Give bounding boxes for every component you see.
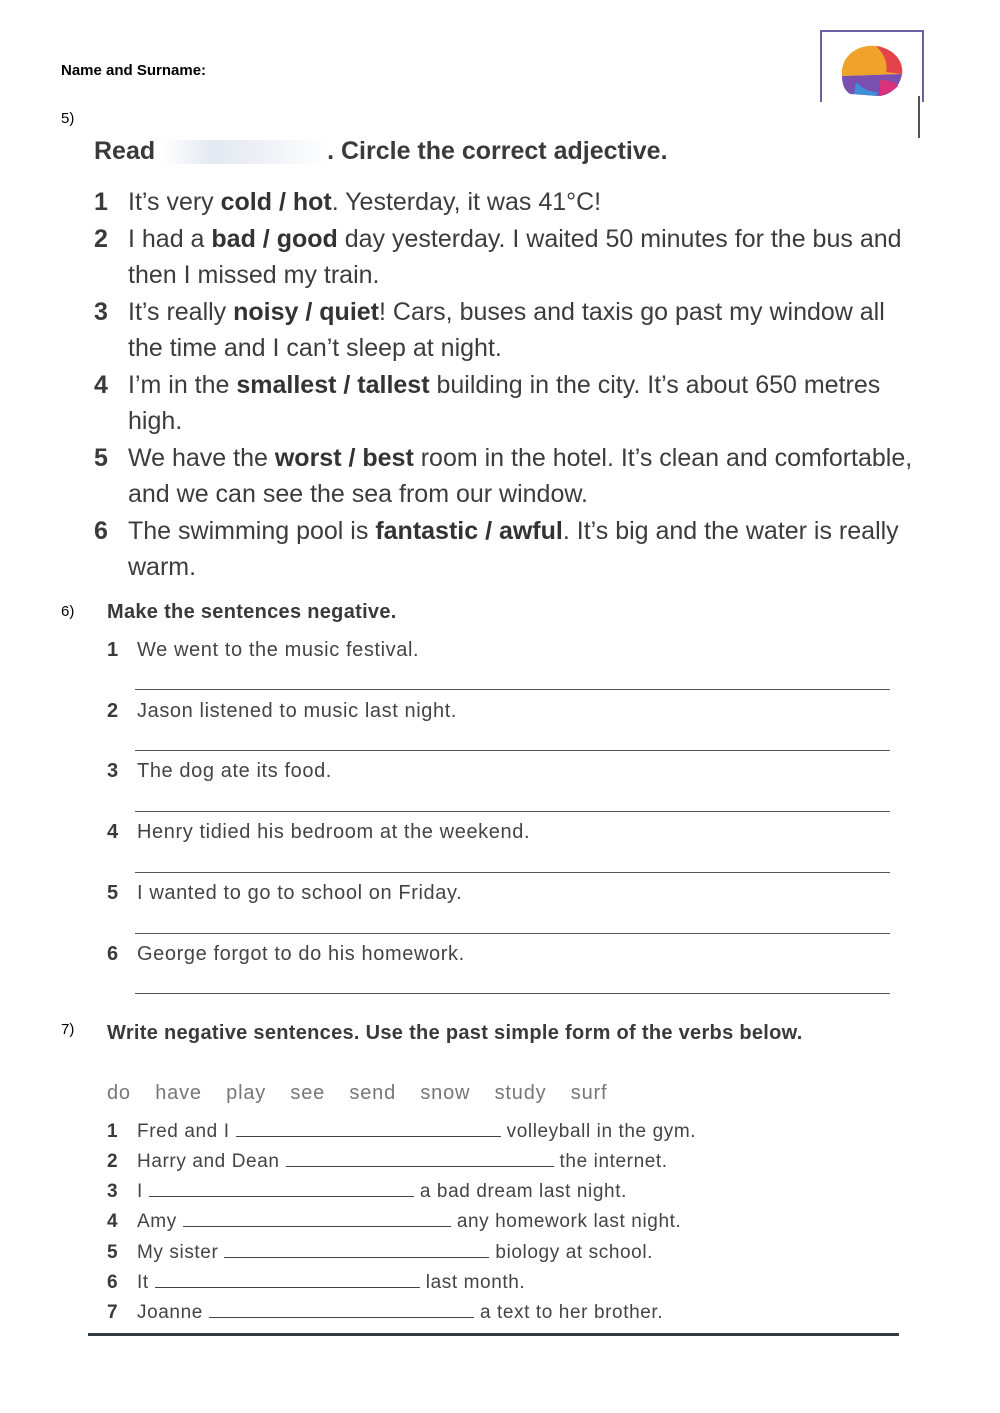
word-bank-item: send — [349, 1082, 396, 1104]
section5-title — [94, 137, 668, 166]
list-item — [107, 760, 897, 783]
sentence-text: We have the — [128, 443, 275, 472]
sentence-text: Henry tidied his bedroom at the weekend. — [137, 821, 531, 843]
bottom-divider — [88, 1333, 899, 1336]
play-logo-icon — [836, 42, 906, 98]
list-item — [94, 294, 914, 367]
list-item — [107, 700, 897, 723]
sentence-end: the internet. — [559, 1151, 668, 1172]
list-item — [94, 221, 914, 294]
item-number: 5 — [107, 1242, 118, 1263]
sentence-text: day yesterday. I waited 50 minutes for the bus and then I missed my train. — [128, 224, 902, 289]
logo-divider — [918, 96, 920, 138]
list-item — [107, 1211, 907, 1233]
adjective-choice[interactable]: worst / best — [274, 443, 414, 472]
word-bank-item: do — [107, 1082, 131, 1104]
list-item — [107, 1272, 907, 1294]
list-item — [94, 184, 914, 221]
sentence-text: . It’s big and the water is really warm. — [128, 516, 899, 581]
word-bank-item: surf — [570, 1082, 608, 1104]
sentence-end: any homework last night. — [456, 1211, 682, 1232]
answer-blank[interactable] — [224, 1243, 489, 1258]
sentence-text: George forgot to do his homework. — [137, 943, 465, 965]
answer-blank[interactable] — [183, 1212, 451, 1227]
sentence-start: Fred and I — [137, 1121, 230, 1142]
list-item — [107, 1121, 907, 1143]
sentence-start: It — [137, 1272, 149, 1293]
list-item — [94, 513, 914, 586]
item-number: 5 — [107, 882, 119, 904]
scan-smudge — [162, 140, 327, 164]
list-item — [107, 1242, 907, 1264]
item-number: 1 — [94, 188, 108, 216]
item-number: 4 — [94, 370, 108, 399]
sentence-end: a bad dream last night. — [419, 1181, 627, 1202]
answer-line[interactable] — [135, 750, 890, 751]
sentence-start: Harry and Dean — [137, 1151, 280, 1172]
question-number-6: 6) — [61, 603, 75, 620]
answer-blank[interactable] — [209, 1303, 474, 1318]
sentence-start: I — [137, 1181, 143, 1202]
question-number-7: 7) — [61, 1021, 75, 1038]
sentence-end: a text to her brother. — [479, 1302, 664, 1323]
word-bank-item: snow — [420, 1082, 471, 1104]
answer-blank[interactable] — [236, 1122, 501, 1137]
answer-line[interactable] — [135, 811, 890, 812]
sentence-text: building in the city. It’s about 650 metres high. — [128, 370, 881, 435]
item-number: 2 — [94, 224, 108, 253]
item-number: 7 — [107, 1302, 118, 1323]
sentence-text: We went to the music festival. — [137, 639, 420, 661]
sentence-text: The swimming pool is — [128, 516, 376, 545]
section6-title: Make the sentences negative. — [107, 601, 397, 623]
adjective-choice[interactable]: smallest / tallest — [236, 370, 430, 399]
item-number: 3 — [94, 297, 108, 326]
list-item — [107, 1302, 907, 1324]
list-item — [107, 1181, 907, 1203]
answer-line[interactable] — [135, 872, 890, 873]
list-item — [107, 821, 897, 844]
question-number-5: 5) — [61, 110, 75, 127]
sentence-text: I’m in the — [128, 370, 237, 399]
answer-blank[interactable] — [286, 1152, 554, 1167]
sentence-start: Joanne — [137, 1302, 203, 1323]
sentence-text: . Yesterday, it was 41°C! — [331, 188, 602, 216]
answer-line[interactable] — [135, 933, 890, 934]
name-surname-label: Name and Surname: — [61, 62, 207, 79]
adjective-choice[interactable]: noisy / quiet — [233, 297, 379, 326]
sentence-end: biology at school. — [495, 1242, 654, 1263]
adjective-choice[interactable]: fantastic / awful — [375, 516, 563, 545]
section5-title-instruction: . Circle the correct adjective. — [327, 137, 668, 165]
item-number: 4 — [107, 1211, 118, 1232]
list-item — [107, 1151, 907, 1173]
sentence-start: Amy — [137, 1211, 177, 1232]
list-item — [107, 943, 897, 966]
sentence-end: last month. — [425, 1272, 526, 1293]
answer-blank[interactable] — [149, 1182, 414, 1197]
adjective-choice[interactable]: bad / good — [211, 224, 338, 253]
adjective-choice[interactable]: cold / hot — [220, 188, 332, 216]
sentence-text: It’s very — [128, 188, 221, 216]
list-item — [94, 367, 914, 440]
sentence-start: My sister — [137, 1242, 219, 1263]
answer-blank[interactable] — [155, 1273, 420, 1288]
item-number: 4 — [107, 821, 119, 843]
item-number: 6 — [107, 1272, 118, 1293]
item-number: 1 — [107, 639, 119, 661]
sentence-text: Jason listened to music last night. — [137, 700, 458, 722]
word-bank-item: see — [290, 1082, 326, 1104]
item-number: 2 — [107, 1151, 118, 1172]
word-bank-item: study — [494, 1082, 547, 1104]
list-item — [94, 440, 914, 513]
section5-title-read: Read — [94, 137, 156, 165]
item-number: 3 — [107, 1181, 118, 1202]
answer-line[interactable] — [135, 993, 890, 994]
item-number: 6 — [107, 943, 119, 965]
list-item — [107, 639, 897, 662]
list-item — [107, 882, 897, 905]
sentence-text: I wanted to go to school on Friday. — [137, 882, 463, 904]
sentence-text: I had a — [128, 224, 212, 253]
item-number: 1 — [107, 1121, 118, 1142]
answer-line[interactable] — [135, 689, 890, 690]
item-number: 5 — [94, 443, 108, 472]
sentence-text: room in the hotel. It’s clean and comfortable, and we can see the sea from our window. — [128, 443, 913, 508]
section7-title: Write negative sentences. Use the past simple form of the verbs below. — [107, 1022, 803, 1044]
word-bank — [107, 1082, 625, 1105]
item-number: 6 — [94, 516, 108, 545]
sentence-text: The dog ate its food. — [137, 760, 332, 782]
word-bank-item: play — [226, 1082, 267, 1104]
item-number: 3 — [107, 760, 119, 782]
section5-list — [94, 184, 914, 586]
sentence-text: ! Cars, buses and taxis go past my window all the time and I can’t sleep at night. — [128, 297, 885, 362]
sentence-end: volleyball in the gym. — [506, 1121, 697, 1142]
item-number: 2 — [107, 700, 119, 722]
word-bank-item: have — [155, 1082, 202, 1104]
sentence-text: It’s really — [128, 297, 234, 326]
